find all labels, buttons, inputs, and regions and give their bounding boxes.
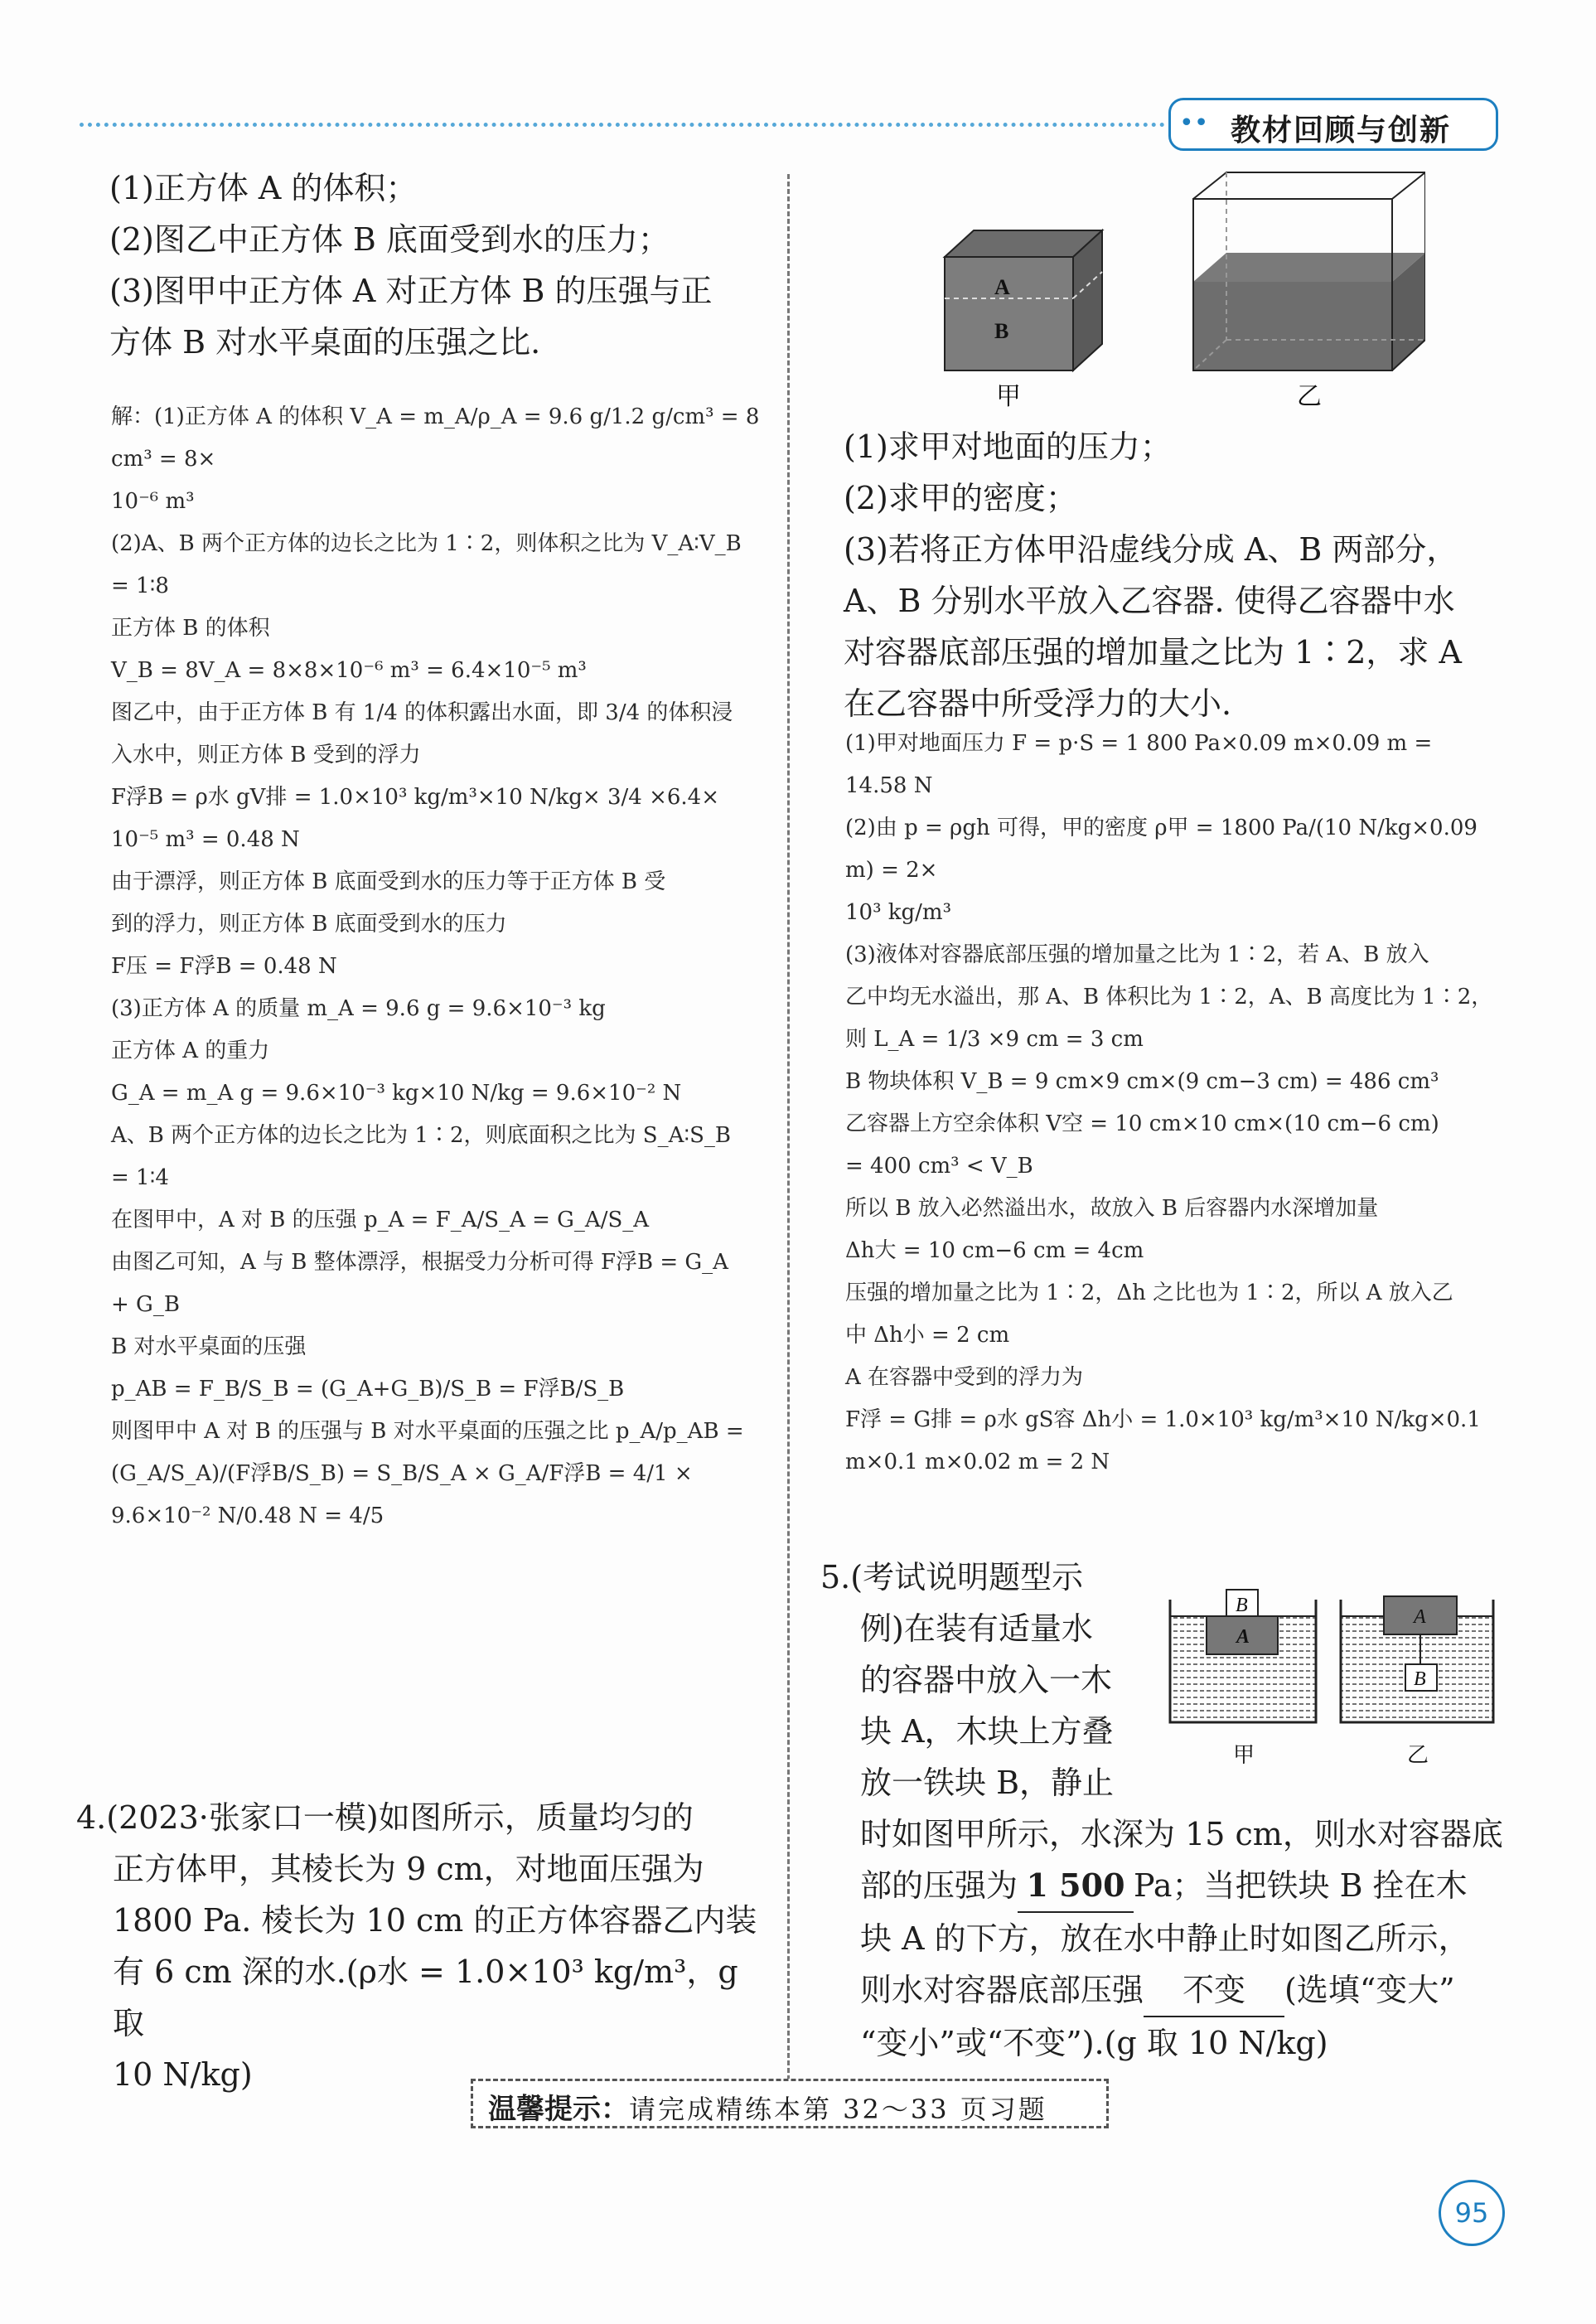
banner-dots-icon: •• bbox=[1179, 109, 1209, 138]
hint-box bbox=[471, 2079, 1109, 2128]
solution-line: p_AB = F_B/S_B = (G_A+G_B)/S_B = F浮B/S_B bbox=[111, 1377, 625, 1402]
question-part: 对容器底部压强的增加量之比为 1∶2，求 A bbox=[844, 634, 1462, 671]
solution-line: (3)液体对容器底部压强的增加量之比为 1∶2，若 A、B 放入 bbox=[845, 942, 1429, 967]
right-solution bbox=[845, 723, 1508, 1484]
question-part: 方体 B 对水平桌面的压强之比. bbox=[109, 324, 541, 361]
banner-title: 教材回顾与创新 bbox=[1231, 114, 1452, 148]
figure-water-blocks bbox=[1167, 1575, 1498, 1774]
solution-line: 所以 B 放入必然溢出水，故放入 B 后容器内水深增加量 bbox=[845, 1196, 1379, 1221]
solution-line: 由图乙可知，A 与 B 整体漂浮，根据受力分析可得 F浮B = G_A bbox=[111, 1250, 728, 1275]
hint-label: 温馨提示： bbox=[488, 2093, 629, 2126]
question-line: 正方体甲，其棱长为 9 cm，对地面压强为 bbox=[113, 1851, 704, 1887]
solution-line: B 对水平桌面的压强 bbox=[111, 1334, 307, 1359]
header-dotted-rule bbox=[80, 123, 1165, 127]
solution-line: 入水中，则正方体 B 受到的浮力 bbox=[111, 743, 421, 767]
solution-line: 乙容器上方空余体积 V空 = 10 cm×10 cm×(10 cm−6 cm) bbox=[845, 1111, 1439, 1136]
cube-jia bbox=[945, 230, 1102, 370]
solution-line: = 1∶4 bbox=[111, 1165, 169, 1190]
question-part: A、B 分别水平放入乙容器. 使得乙容器中水 bbox=[844, 583, 1455, 619]
question-line: 块 A 的下方，放在水中静止时如图乙所示， bbox=[860, 1920, 1470, 1957]
solution-line: G_A = m_A g = 9.6×10⁻³ kg×10 N/kg = 9.6×10⁻² N bbox=[111, 1081, 682, 1106]
solution-line: F浮 = G排 = ρ水 gS容 Δh小 = 1.0×10³ kg/m³×10 N/kg×0.1 bbox=[845, 1407, 1481, 1432]
question-text: 部的压强为 bbox=[860, 1867, 1018, 1904]
question-line bbox=[860, 1964, 1515, 2017]
left-question-parts bbox=[109, 162, 764, 368]
figure-label-yi: 乙 bbox=[1297, 382, 1322, 411]
right-question-parts bbox=[844, 421, 1507, 729]
solution-line: 10⁻⁵ m³ = 0.48 N bbox=[111, 827, 300, 852]
question-line: 5.(考试说明题型示 bbox=[820, 1559, 1084, 1595]
fig5-jia-block-b: B bbox=[1236, 1595, 1248, 1616]
solution-line: 10³ kg/m³ bbox=[845, 900, 952, 925]
solution-line: 压强的增加量之比为 1∶2，Δh 之比也为 1∶2，所以 A 放入乙 bbox=[845, 1281, 1453, 1305]
solution-line: 到的浮力，则正方体 B 底面受到水的压力 bbox=[111, 912, 507, 937]
cube-label-a: A bbox=[994, 275, 1010, 299]
question-line: “变小”或“不变”).(g 取 10 N/kg) bbox=[860, 2025, 1328, 2061]
solution-line: A 在容器中受到的浮力为 bbox=[845, 1365, 1084, 1390]
question-part: (1)求甲对地面的压力； bbox=[844, 428, 1172, 465]
solution-line: (3)正方体 A 的质量 m_A = 9.6 g = 9.6×10⁻³ kg bbox=[111, 996, 606, 1021]
solution-line: = 1∶8 bbox=[111, 574, 169, 598]
left-solution bbox=[111, 396, 766, 1537]
question-part: (3)图甲中正方体 A 对正方体 B 的压强与正 bbox=[109, 273, 713, 309]
question-line: 有 6 cm 深的水.(ρ水 = 1.0×10³ kg/m³，g 取 bbox=[113, 1954, 738, 2041]
question-part: (2)图乙中正方体 B 底面受到水的压力； bbox=[109, 221, 670, 258]
solution-line: A、B 两个正方体的边长之比为 1∶2，则底面积之比为 S_A∶S_B bbox=[111, 1123, 732, 1148]
section-banner bbox=[1168, 98, 1498, 151]
solution-line: 正方体 A 的重力 bbox=[111, 1039, 270, 1063]
question-line: 的容器中放入一木 bbox=[860, 1662, 1113, 1698]
column-divider bbox=[787, 174, 790, 2080]
question-line: 1800 Pa. 棱长为 10 cm 的正方体容器乙内装 bbox=[113, 1902, 757, 1939]
question-line: 10 N/kg) bbox=[113, 2056, 253, 2093]
solution-line: 中 Δh小 = 2 cm bbox=[845, 1323, 1010, 1348]
question-line bbox=[860, 1860, 1515, 1913]
solution-line: Δh大 = 10 cm−6 cm = 4cm bbox=[845, 1238, 1144, 1263]
solution-line: (2)由 p = ρgh 可得，甲的密度 ρ甲 = 1800 Pa/(10 N/kg×0.09 m) = 2× bbox=[845, 816, 1478, 883]
question-line: 4.(2023·张家口一模)如图所示，质量均匀的 bbox=[76, 1799, 694, 1836]
question-line: 时如图甲所示，水深为 15 cm，则水对容器底 bbox=[860, 1816, 1503, 1852]
question-part: (2)求甲的密度； bbox=[844, 480, 1077, 516]
solution-line: B 物块体积 V_B = 9 cm×9 cm×(9 cm−3 cm) = 486 cm³ bbox=[845, 1069, 1439, 1094]
question-part: 在乙容器中所受浮力的大小. bbox=[844, 685, 1232, 722]
solution-line: 乙中均无水溢出，那 A、B 体积比为 1∶2，A、B 高度比为 1∶2， bbox=[845, 985, 1493, 1009]
fig5-yi-block-a: A bbox=[1414, 1606, 1426, 1628]
question-line: 块 A，木块上方叠 bbox=[860, 1713, 1114, 1750]
question-5-wrapped bbox=[820, 1552, 1168, 1808]
solution-line: 正方体 B 的体积 bbox=[111, 616, 270, 641]
question-line: 放一铁块 B，静止 bbox=[860, 1765, 1115, 1801]
answer-blank-2: 不变 bbox=[1144, 1964, 1284, 2017]
question-text: (选填“变大” bbox=[1284, 1972, 1455, 2008]
question-part: (3)若将正方体甲沿虚线分成 A、B 两部分， bbox=[844, 531, 1458, 568]
question-text: Pa；当把铁块 B 拴在木 bbox=[1134, 1867, 1468, 1904]
question-4 bbox=[76, 1792, 764, 2100]
solution-line: m×0.1 m×0.02 m = 2 N bbox=[845, 1450, 1110, 1474]
container-yi bbox=[1193, 172, 1425, 370]
question-5-continued bbox=[860, 1808, 1515, 2069]
solution-line: + G_B bbox=[111, 1292, 180, 1317]
solution-line: 由于漂浮，则正方体 B 底面受到水的压力等于正方体 B 受 bbox=[111, 869, 666, 894]
solution-line: 则 L_A = 1/3 ×9 cm = 3 cm bbox=[845, 1027, 1144, 1052]
question-text: 则水对容器底部压强 bbox=[860, 1972, 1144, 2008]
fig5-yi-block-b: B bbox=[1414, 1668, 1426, 1690]
fig5-label-yi: 乙 bbox=[1407, 1743, 1429, 1768]
solution-line: 则图甲中 A 对 B 的压强与 B 对水平桌面的压强之比 p_A/p_AB = bbox=[111, 1419, 744, 1444]
cube-label-b: B bbox=[994, 319, 1009, 343]
solution-line: (1)甲对地面压力 F = p·S = 1 800 Pa×0.09 m×0.09 m = bbox=[845, 731, 1433, 756]
figure-cube-and-container bbox=[912, 166, 1425, 414]
solution-line: F压 = F浮B = 0.48 N bbox=[111, 954, 337, 979]
solution-line: 解：(1)正方体 A 的体积 V_A = m_A/ρ_A = 9.6 g/1.2 g/cm³ = 8 cm³ = 8× bbox=[111, 404, 760, 472]
figure-label-jia: 甲 bbox=[996, 382, 1021, 411]
solution-line: (2)A、B 两个正方体的边长之比为 1∶2，则体积之比为 V_A∶V_B bbox=[111, 531, 742, 556]
solution-line: V_B = 8V_A = 8×8×10⁻⁶ m³ = 6.4×10⁻⁵ m³ bbox=[111, 658, 587, 683]
solution-line: 10⁻⁶ m³ bbox=[111, 489, 195, 514]
question-part: (1)正方体 A 的体积； bbox=[109, 170, 418, 206]
question-line: 例)在装有适量水 bbox=[860, 1610, 1093, 1647]
page-number: 95 bbox=[1439, 2180, 1505, 2246]
solution-line: 图乙中，由于正方体 B 有 1/4 的体积露出水面，即 3/4 的体积浸 bbox=[111, 700, 733, 725]
fig5-label-jia: 甲 bbox=[1233, 1743, 1255, 1768]
solution-line: 14.58 N bbox=[845, 773, 933, 798]
solution-line: 在图甲中，A 对 B 的压强 p_A = F_A/S_A = G_A/S_A bbox=[111, 1208, 650, 1232]
hint-text: 请完成精练本第 32～33 页习题 bbox=[629, 2094, 1047, 2125]
solution-line: (G_A/S_A)/(F浮B/S_B) = S_B/S_A × G_A/F浮B = 4/1 × 9.6×10⁻² N/0.48 N = 4/5 bbox=[111, 1461, 693, 1528]
solution-line: = 400 cm³ < V_B bbox=[845, 1154, 1033, 1179]
fig5-jia-block-a: A bbox=[1236, 1626, 1250, 1648]
solution-line: F浮B = ρ水 gV排 = 1.0×10³ kg/m³×10 N/kg× 3/4 ×6.4× bbox=[111, 785, 720, 810]
answer-blank-1: 1 500 bbox=[1018, 1860, 1134, 1913]
